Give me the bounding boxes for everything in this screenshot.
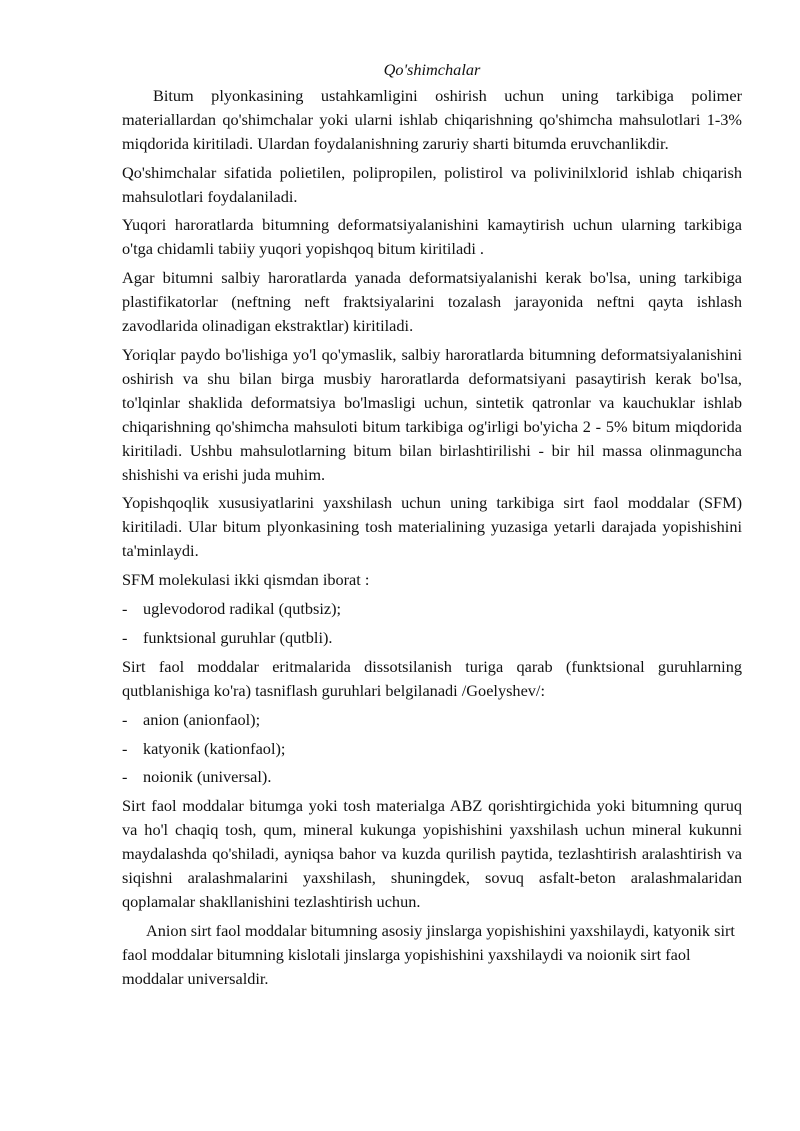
list-marker: - bbox=[122, 599, 128, 619]
paragraph-cracks: Yoriqlar paydo bo'lishiga yo'l qo'ymaslik, salbiy haroratlarda bitumning deformatsiyalanishini oshirish va shu bilan birga musbiy haroratlarda deformatsiyani pasaytirish kerak bo'lsa, to'lqinlar shaklida deformatsiya bo'lmasligi uchun, sintetik qatronlar va kauchuklar ishlab chiqarishning qo'shimcha mahsuloti bitum tarkibiga og'irligi bo'yicha 2 - 5% bitum miqdorida kiritiladi. Ushbu mahsulotlarning bitum bilan birlashtirilishi - bir hil massa olinmaguncha shishishi va erishi juda muhim. bbox=[122, 344, 742, 484]
paragraph-adhesion: Yopishqoqlik xususiyatlarini yaxshilash uchun uning tarkibiga sirt faol moddalar (SFM) kiritiladi. Ular bitum plyonkasining tosh materialining yuzasiga yetarli darajada yopishishini ta'minlaydi. bbox=[122, 493, 742, 561]
list-item-text: katyonik (kationfaol); bbox=[143, 738, 286, 758]
list-item-text: anion (anionfaol); bbox=[143, 709, 261, 729]
paragraph-classification: Sirt faol moddalar eritmalarida dissotsilanish turiga qarab (funktsional guruhlarning qutblanishiga ko'ra) tasniflash guruhlari belgilanadi /Goelyshev/: bbox=[122, 656, 742, 700]
list-marker: - bbox=[122, 627, 128, 647]
paragraph-usage: Sirt faol moddalar bitumga yoki tosh materialga ABZ qorishtirgichida yoki bitumning quruq va ho'l chaqiq tosh, qum, mineral kukunga yopishishini yaxshilash uchun mineral kukunni maydalashda qo'shiladi, ayniqsa bahor va kuzda qurilish paytida, tezlashtirish aralashtirish va siqishni aralashmalarini yaxshilash, shuningdek, sovuq asfalt-beton aralashmalaridan qoplamalar shakllanishini tezlashtirish uchun. bbox=[122, 796, 742, 911]
paragraph-plasticizers: Agar bitumni salbiy haroratlarda yanada deformatsiyalanishi kerak bo'lsa, uning tarkibiga plastifikatorlar (neftning neft fraktsiyalarini tozalash jarayonida neftni qayta ishlash zavodlarida olinadigan ekstraktlar) kiritiladi. bbox=[122, 268, 742, 336]
list-marker: - bbox=[122, 738, 128, 758]
paragraph-sfm-molecule: SFM molekulasi ikki qismdan iborat : bbox=[122, 570, 370, 590]
list-item-text: uglevodorod radikal (qutbsiz); bbox=[143, 599, 342, 619]
paragraph-intro: Bitum plyonkasining ustahkamligini oshirish uchun uning tarkibiga polimer materiallardan qo'shimchalar yoki ularni ishlab chiqarishning qo'shimcha mahsulotlari 1-3% miqdorida kiritiladi. Ulardan foydalanishning zaruriy sharti bitumda eruvchanlikdir. bbox=[122, 85, 742, 153]
list-marker: - bbox=[122, 709, 128, 729]
list-item bbox=[122, 765, 742, 789]
list-item bbox=[122, 708, 742, 732]
document-page bbox=[122, 58, 742, 996]
paragraph-additives: Qo'shimchalar sifatida polietilen, polipropilen, polistirol va polivinilxlorid ishlab chiqarish mahsulotlari foydalaniladi. bbox=[122, 162, 742, 206]
list-item-text: funktsional guruhlar (qutbli). bbox=[143, 627, 333, 647]
list-item bbox=[122, 597, 742, 621]
list-item bbox=[122, 737, 742, 761]
list-item-text: noionik (universal). bbox=[143, 767, 272, 787]
list-marker: - bbox=[122, 767, 128, 787]
document-title: Qo'shimchalar bbox=[383, 60, 481, 79]
list-item bbox=[122, 626, 742, 650]
paragraph-final: Anion sirt faol moddalar bitumning asosiy jinslarga yopishishini yaxshilaydi, katyonik sirt faol moddalar bitumning kislotali jinslarga yopishishini yaxshilaydi va noionik sirt faol moddalar universaldir. bbox=[122, 920, 735, 988]
paragraph-high-temperature: Yuqori haroratlarda bitumning deformatsiyalanishini kamaytirish uchun ularning tarkibiga o'tga chidamli tabiiy yuqori yopishqoq bitum kiritiladi . bbox=[122, 215, 742, 259]
